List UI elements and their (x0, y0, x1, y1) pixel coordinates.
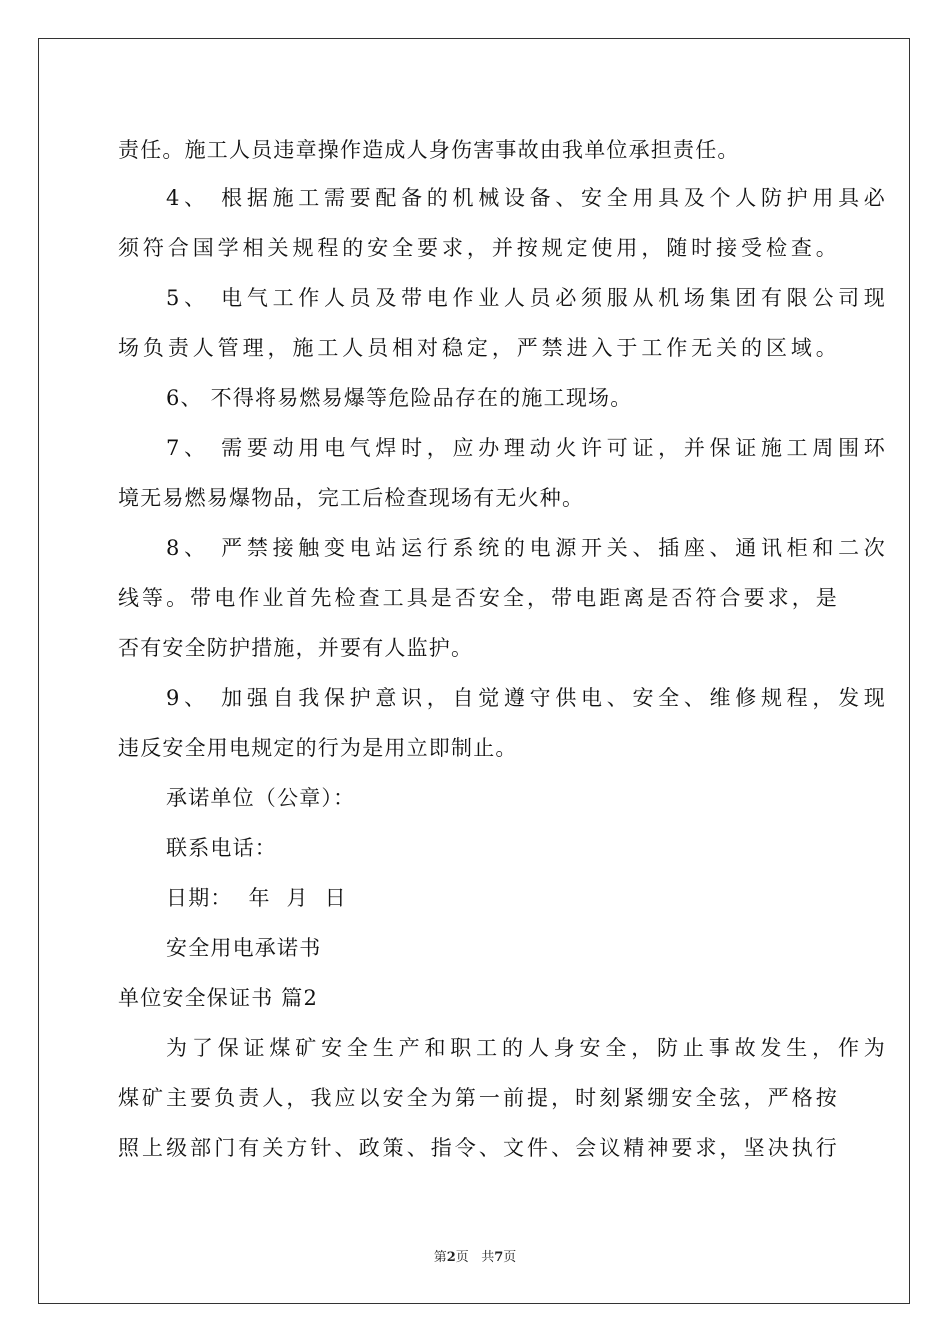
text-line: 责任。施工人员违章操作造成人身伤害事故由我单位承担责任。 (118, 138, 740, 162)
section-heading: 单位安全保证书 篇2 (118, 986, 319, 1010)
page-border (38, 38, 910, 1304)
text-line: 否有安全防护措施，并要有人监护。 (118, 636, 474, 660)
footer-total-unit: 页 (503, 1250, 517, 1265)
text-line: 境无易燃易爆物品，完工后检查现场有无火种。 (118, 486, 585, 510)
footer-prefix: 第 (433, 1250, 447, 1265)
text-line: 8、 严禁接触变电站运行系统的电源开关、插座、通讯柜和二次 (166, 536, 886, 560)
text-line: 7、 需要动用电气焊时，应办理动火许可证，并保证施工周围环 (166, 436, 886, 460)
text-line: 须符合国学相关规程的安全要求，并按规定使用，随时接受检查。 (118, 236, 838, 260)
footer-page-number: 2 (446, 1250, 456, 1265)
page-footer (0, 1246, 950, 1265)
signature-unit-label: 承诺单位（公章）： (166, 786, 356, 810)
footer-total-prefix: 共 (481, 1250, 495, 1265)
text-line: 照上级部门有关方针、政策、指令、文件、会议精神要求，坚决执行 (118, 1136, 838, 1160)
date-label: 日期： 年 月 日 (166, 886, 347, 910)
text-line: 9、 加强自我保护意识，自觉遵守供电、安全、维修规程，发现 (166, 686, 886, 710)
text-line: 安全用电承诺书 (166, 936, 322, 960)
text-line: 场负责人管理，施工人员相对稳定，严禁进入于工作无关的区域。 (118, 336, 838, 360)
text-line: 违反安全用电规定的行为是用立即制止。 (118, 736, 518, 760)
text-line: 4、 根据施工需要配备的机械设备、安全用具及个人防护用具必 (166, 186, 886, 210)
contact-phone-label: 联系电话： (166, 836, 277, 860)
text-line: 线等。带电作业首先检查工具是否安全，带电距离是否符合要求，是 (118, 586, 838, 610)
footer-total-pages: 7 (494, 1250, 504, 1265)
text-line: 5、 电气工作人员及带电作业人员必须服从机场集团有限公司现 (166, 286, 886, 310)
text-line: 6、 不得将易燃易爆等危险品存在的施工现场。 (166, 386, 633, 410)
footer-page-unit: 页 (455, 1250, 469, 1265)
text-line: 煤矿主要负责人，我应以安全为第一前提，时刻紧绷安全弦，严格按 (118, 1086, 838, 1110)
text-line: 为了保证煤矿安全生产和职工的人身安全，防止事故发生，作为 (166, 1036, 886, 1060)
